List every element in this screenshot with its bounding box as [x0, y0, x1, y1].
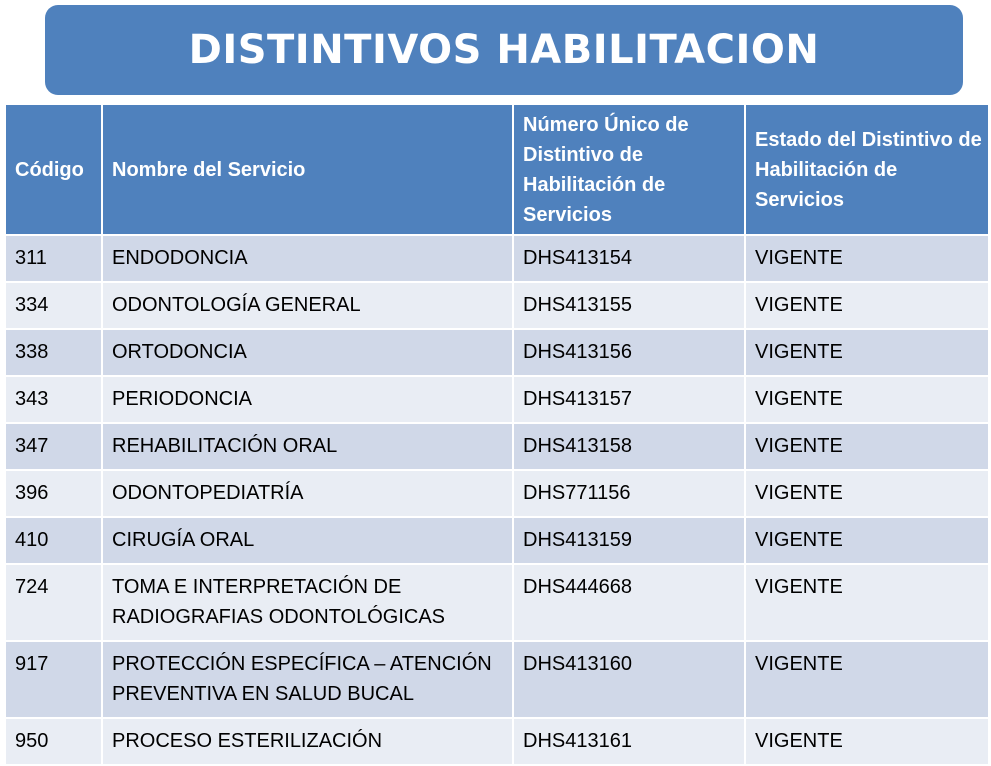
cell-estado: VIGENTE — [745, 376, 989, 423]
table-row — [5, 517, 989, 564]
cell-estado: VIGENTE — [745, 564, 989, 641]
table-row — [5, 423, 989, 470]
cell-nombre: PERIODONCIA — [102, 376, 513, 423]
cell-numero: DHS444668 — [513, 564, 745, 641]
cell-numero: DHS413160 — [513, 641, 745, 718]
cell-numero: DHS413161 — [513, 718, 745, 765]
cell-codigo: 343 — [5, 376, 102, 423]
table-row — [5, 376, 989, 423]
column-header-estado: Estado del Distintivo de Habilitación de Servicios — [745, 104, 989, 235]
table-row — [5, 564, 989, 641]
cell-codigo: 311 — [5, 235, 102, 282]
cell-nombre: CIRUGÍA ORAL — [102, 517, 513, 564]
cell-numero: DHS413158 — [513, 423, 745, 470]
table-row — [5, 235, 989, 282]
cell-numero: DHS771156 — [513, 470, 745, 517]
cell-nombre: ORTODONCIA — [102, 329, 513, 376]
table-row — [5, 329, 989, 376]
cell-estado: VIGENTE — [745, 329, 989, 376]
cell-nombre: ENDODONCIA — [102, 235, 513, 282]
title-banner — [45, 5, 963, 95]
cell-numero: DHS413155 — [513, 282, 745, 329]
table-row — [5, 718, 989, 765]
services-table — [4, 103, 990, 766]
cell-numero: DHS413156 — [513, 329, 745, 376]
cell-nombre: PROCESO ESTERILIZACIÓN — [102, 718, 513, 765]
table-row — [5, 282, 989, 329]
table-row — [5, 470, 989, 517]
page-title: DISTINTIVOS HABILITACION — [188, 27, 820, 73]
cell-codigo: 917 — [5, 641, 102, 718]
table-body — [5, 235, 989, 765]
column-header-numero: Número Único de Distintivo de Habilitación de Servicios — [513, 104, 745, 235]
cell-nombre: PROTECCIÓN ESPECÍFICA – ATENCIÓN PREVENTIVA EN SALUD BUCAL — [102, 641, 513, 718]
column-header-nombre: Nombre del Servicio — [102, 104, 513, 235]
column-header-codigo: Código — [5, 104, 102, 235]
table-header-row — [5, 104, 989, 235]
cell-nombre: ODONTOLOGÍA GENERAL — [102, 282, 513, 329]
cell-codigo: 338 — [5, 329, 102, 376]
cell-estado: VIGENTE — [745, 641, 989, 718]
cell-estado: VIGENTE — [745, 423, 989, 470]
cell-numero: DHS413159 — [513, 517, 745, 564]
cell-estado: VIGENTE — [745, 470, 989, 517]
cell-codigo: 724 — [5, 564, 102, 641]
cell-numero: DHS413157 — [513, 376, 745, 423]
cell-codigo: 334 — [5, 282, 102, 329]
cell-nombre: REHABILITACIÓN ORAL — [102, 423, 513, 470]
cell-nombre: ODONTOPEDIATRÍA — [102, 470, 513, 517]
cell-codigo: 950 — [5, 718, 102, 765]
cell-nombre: TOMA E INTERPRETACIÓN DE RADIOGRAFIAS ODONTOLÓGICAS — [102, 564, 513, 641]
cell-estado: VIGENTE — [745, 517, 989, 564]
cell-codigo: 410 — [5, 517, 102, 564]
cell-estado: VIGENTE — [745, 718, 989, 765]
cell-estado: VIGENTE — [745, 282, 989, 329]
table-row — [5, 641, 989, 718]
cell-numero: DHS413154 — [513, 235, 745, 282]
cell-codigo: 396 — [5, 470, 102, 517]
cell-codigo: 347 — [5, 423, 102, 470]
cell-estado: VIGENTE — [745, 235, 989, 282]
